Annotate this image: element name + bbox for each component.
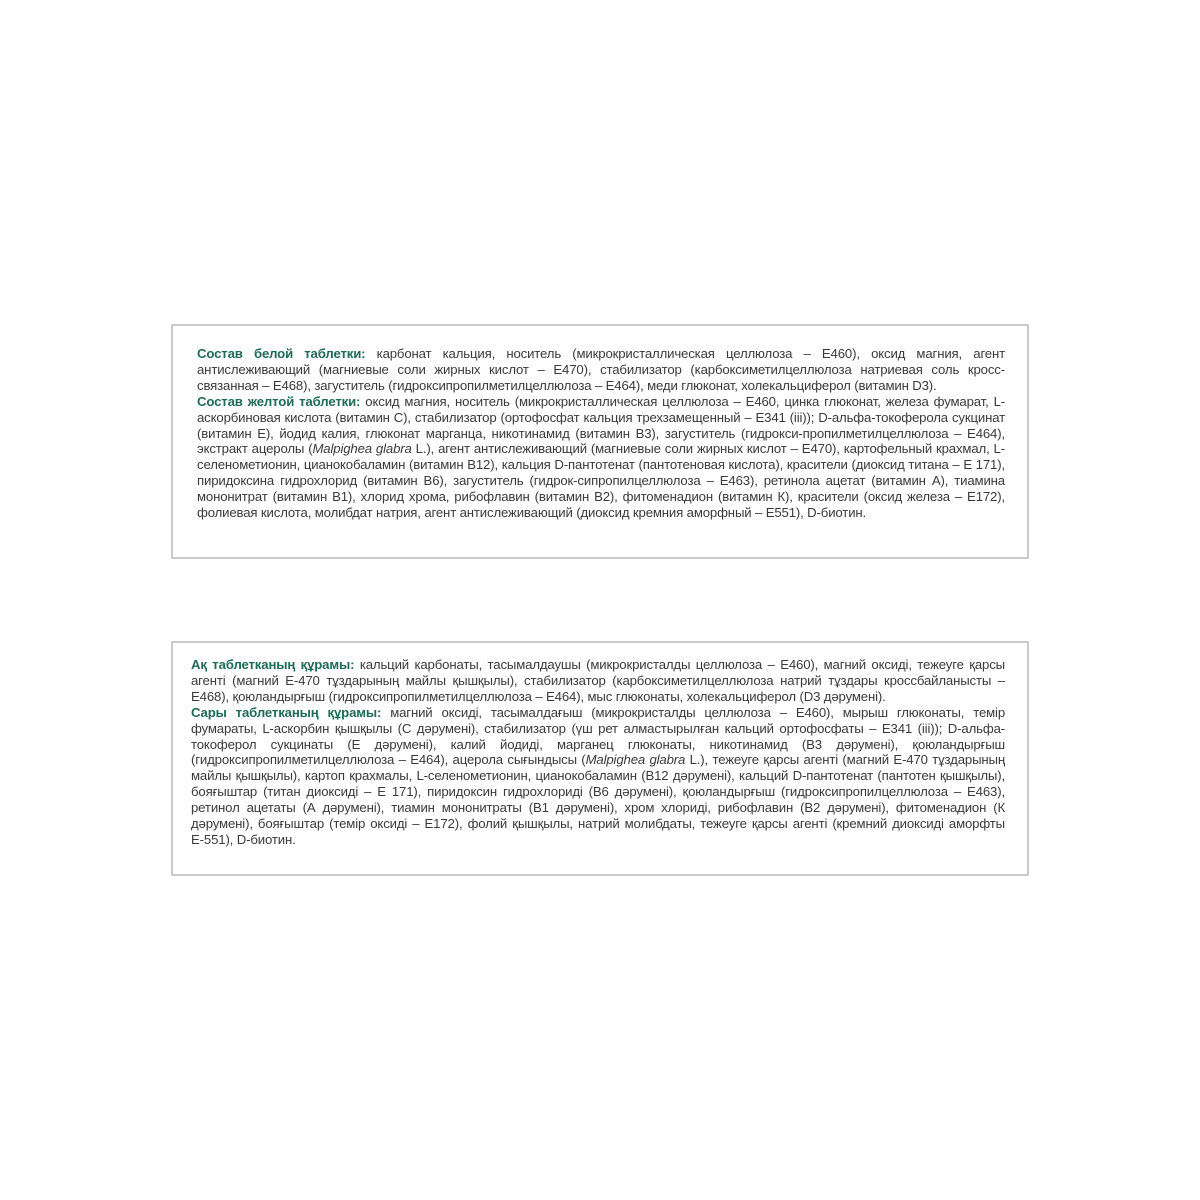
white-tablet-label-kz: Ақ таблетканың құрамы:	[191, 657, 355, 672]
yellow-tablet-text-ru-part1: оксид магния, носитель (микрокристаллическая целлюлоза – E460, цинка глюконат, железа фумарат, L-аскорбиновая кислота (витамин С), стабилизатор (ортофосфат кальция трехзамещенный – E341 (iii)); D-альфа-токоферола сукцинат (витамин Е), йодид калия, глюконат марганца, никотинамид (витамин В3), загуститель (гидрокси-пропилметилцеллюлоза – E464), экстракт ацеролы (	[197, 393, 1006, 457]
yellow-tablet-composition-kz	[191, 705, 1005, 848]
yellow-tablet-text-ru-part2: L.), агент антислеживающий (магниевые соли жирных кислот – E470), картофельный крахмал, L-селенометионин, цианокобаламин (витамин В12), кальция D-пантотенат (пантотеновая кислота), красители (диоксид титана – E 171), пиридоксина гидрохлорид (витамин В6), загуститель (гидрок-сипропилцеллюлоза – E463), ретинола ацетат (витамин А), тиамина мононитрат (витамин В1), хлорид хрома, рибофлавин (витамин В2), фитоменадион (витамин К), красители (оксид железа – E172), фолиевая кислота, молибдат натрия, агент антислеживающий (диоксид кремния аморфный – E551), D-биотин.	[197, 441, 1005, 521]
latin-species-name-ru: Malpighea glabra	[312, 441, 412, 457]
white-tablet-text-ru: карбонат кальция, носитель (микрокристаллическая целлюлоза – E460), оксид магния, агент антислеживающий (магниевые соли жирных кислот – E470), стабилизатор (карбоксиметилцеллюлоза натриевая соль кросс-связанная – E468), загуститель (гидроксипропилметилцеллюлоза – E464), меди глюконат, холекальциферол (витамин D3).	[197, 346, 1006, 393]
white-tablet-composition-ru	[197, 346, 1005, 394]
russian-composition-panel	[171, 324, 1029, 559]
white-tablet-text-kz: кальций карбонаты, тасымалдаушы (микрокристалды целлюлоза – E460), магний оксиді, тежеуге қарсы агенті (магний Е-470 тұздарының майлы қышқылы), стабилизатор (карбоксиметилцеллюлоза натрий тұздары кроссбайланысты – E468), қоюландырғыш (гидроксипропилметилцеллюлоза – E464), мыс глюконаты, холекальциферол (D3 дәрумені).	[191, 657, 1006, 704]
white-tablet-composition-kz	[191, 657, 1005, 705]
kazakh-composition-panel	[171, 641, 1029, 876]
white-tablet-label-ru: Состав белой таблетки:	[197, 346, 366, 361]
yellow-tablet-label-kz: Сары таблетканың құрамы:	[191, 704, 382, 720]
yellow-tablet-label-ru: Состав желтой таблетки:	[197, 393, 361, 409]
yellow-tablet-text-kz-part1: магний оксиді, тасымалдағыш (микрокристалды целлюлоза – E460), мырыш глюконаты, темір фумараты, L-аскорбин қышқылы (С дәрумені), стабилизатор (үш рет алмастырылған кальций ортофосфаты – E341 (iii)); D-альфа-токоферол сукцинаты (Е дәрумені), калий йодиді, марганец глюконаты, никотинамид (В3 дәрумені), қоюландырғыш (гидроксипропилметилцеллюлоза – E464), ацерола сығындысы (	[191, 704, 1006, 768]
latin-species-name-kz: Malpighea glabra	[585, 752, 686, 768]
yellow-tablet-text-kz-part2: L.), тежеуге қарсы агенті (магний Е-470 тұздарының майлы қышқылы), картоп крахмалы, L-селенометионин, цианокобаламин (В12 дәрумені), кальций D-пантотенат (пантотен қышқылы), бояғыштар (титан диоксиді – E 171), пиридоксин гидрохлориді (В6 дәрумені), қоюландырғыш (гидроксипропилцеллюлоза – E463), ретинол ацетаты (А дәрумені), тиамин мононитраты (В1 дәрумені), хром хлориді, рибофлавин (В2 дәрумені), фитоменадион (К дәрумені), бояғыштар (темір оксиді – E172), фолий қышқылы, натрий молибдаты, тежеуге қарсы агенті (кремний диоксиді аморфты Е-551), D-биотин.	[191, 752, 1005, 847]
yellow-tablet-composition-ru	[197, 394, 1005, 521]
